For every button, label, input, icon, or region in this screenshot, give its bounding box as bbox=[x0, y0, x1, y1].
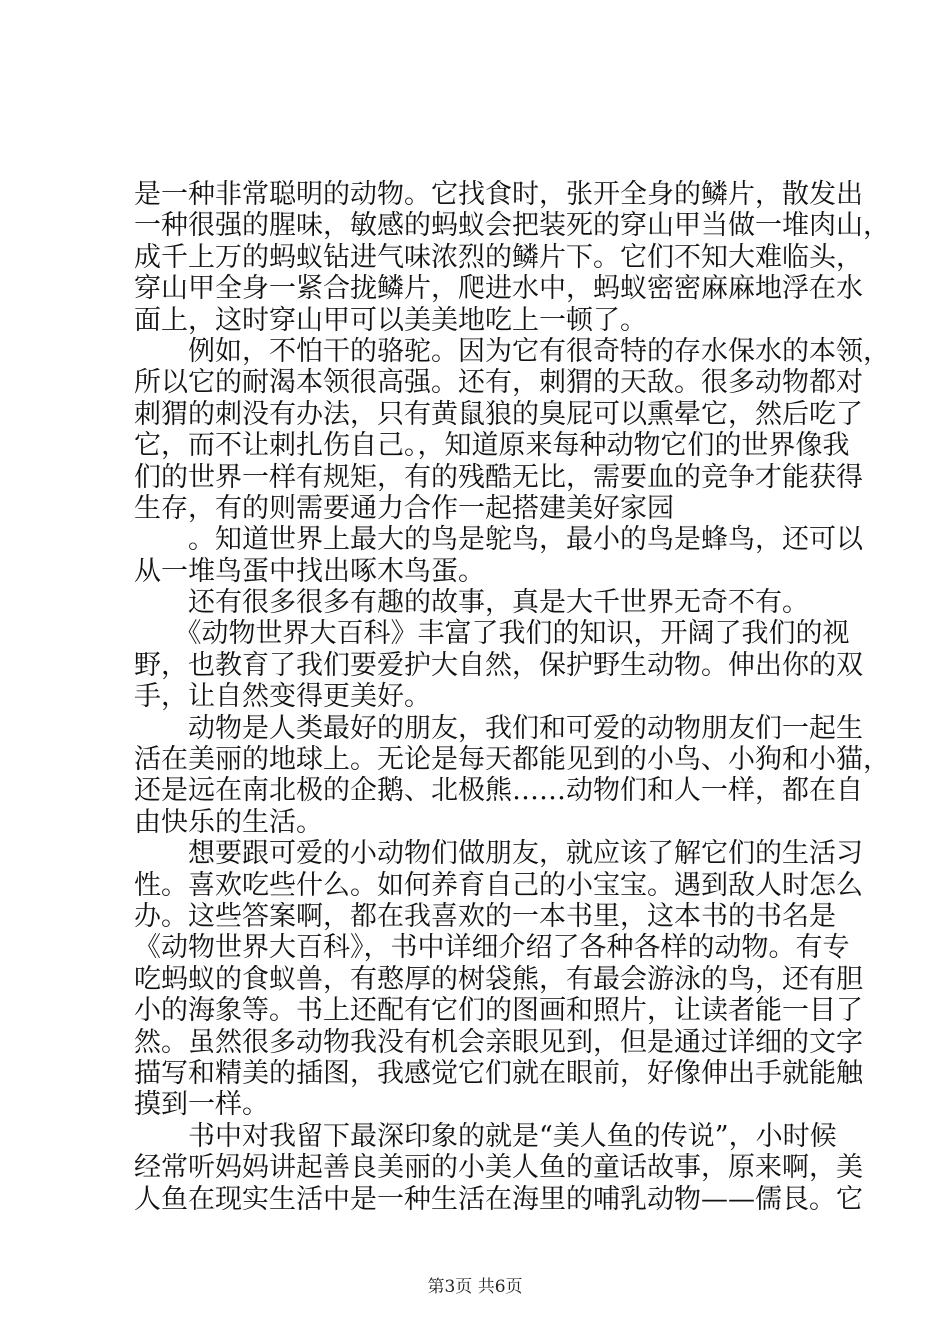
text-line: 还是远在南北极的企鹅、北极熊……动物们和人一样，都在自 bbox=[134, 775, 863, 807]
text-line: 吃蚂蚁的食蚁兽，有憨厚的树袋熊，有最会游泳的鸟，还有胆 bbox=[134, 963, 863, 995]
text-line: 动物是人类最好的朋友，我们和可爱的动物朋友们一起生 bbox=[134, 712, 863, 744]
body-text bbox=[134, 179, 890, 1215]
text-line: 生存，有的则需要通力合作一起搭建美好家园 bbox=[134, 492, 674, 524]
text-line: 手，让自然变得更美好。 bbox=[134, 681, 431, 713]
page-footer: 第3页 共6页 bbox=[427, 1277, 523, 1297]
text-line: 办。这些答案啊，都在我喜欢的一本书里，这本书的书名是 bbox=[134, 900, 836, 932]
text-line: 摸到一样。 bbox=[134, 1089, 269, 1121]
text-line: 性。喜欢吃些什么。如何养育自己的小宝宝。遇到敌人时怎么 bbox=[134, 869, 863, 901]
text-line: 从一堆鸟蛋中找出啄木鸟蛋。 bbox=[134, 555, 485, 587]
text-line: 小的海象等。书上还配有它们的图画和照片，让读者能一目了 bbox=[134, 995, 863, 1027]
text-line: 《动物世界大百科》，书中详细介绍了各种各样的动物。有专 bbox=[134, 932, 850, 964]
text-line: 它，而不让刺扎伤自己。，知道原来每种动物它们的世界像我 bbox=[134, 430, 850, 462]
text-line: 例如，不怕干的骆驼。因为它有很奇特的存水保水的本领， bbox=[134, 335, 890, 367]
text-line: 所以它的耐渴本领很高强。还有，刺猬的天敌。很多动物都对 bbox=[134, 367, 863, 399]
text-line: 刺猬的刺没有办法，只有黄鼠狼的臭屁可以熏晕它，然后吃了 bbox=[134, 398, 863, 430]
text-line: 想要跟可爱的小动物们做朋友，就应该了解它们的生活习 bbox=[134, 838, 863, 870]
text-line: 还有很多很多有趣的故事，真是大千世界无奇不有。 bbox=[134, 587, 809, 619]
text-line: 人鱼在现实生活中是一种生活在海里的哺乳动物——儒艮。它 bbox=[134, 1183, 863, 1215]
text-line: 然。虽然很多动物我没有机会亲眼见到，但是通过详细的文字 bbox=[134, 1026, 863, 1058]
text-line: 面上，这时穿山甲可以美美地吃上一顿了。 bbox=[134, 304, 647, 336]
text-line: 野，也教育了我们要爱护大自然，保护野生动物。伸出你的双 bbox=[134, 649, 863, 681]
text-line: 《动物世界大百科》丰富了我们的知识，开阔了我们的视 bbox=[134, 618, 850, 650]
text-line: 书中对我留下最深印象的就是“美人鱼的传说”，小时候 bbox=[134, 1120, 837, 1152]
text-line: 成千上万的蚂蚁钻进气味浓烈的鳞片下。它们不知大难临头， bbox=[134, 241, 863, 273]
text-line: 一种很强的腥味，敏感的蚂蚁会把装死的穿山甲当做一堆肉山， bbox=[134, 210, 890, 242]
text-line: 经常听妈妈讲起善良美丽的小美人鱼的童话故事，原来啊，美 bbox=[134, 1152, 863, 1184]
text-line: 。知道世界上最大的鸟是鸵鸟，最小的鸟是蜂鸟，还可以 bbox=[134, 524, 863, 556]
text-line: 是一种非常聪明的动物。它找食时，张开全身的鳞片，散发出 bbox=[134, 179, 863, 210]
text-line: 们的世界一样有规矩，有的残酷无比，需要血的竞争才能获得 bbox=[134, 461, 863, 493]
text-line: 穿山甲全身一紧合拢鳞片，爬进水中，蚂蚁密密麻麻地浮在水 bbox=[134, 273, 863, 305]
text-line: 活在美丽的地球上。无论是每天都能见到的小鸟、小狗和小猫， bbox=[134, 744, 890, 776]
text-line: 由快乐的生活。 bbox=[134, 806, 323, 838]
text-line: 描写和精美的插图，我感觉它们就在眼前，好像伸出手就能触 bbox=[134, 1057, 863, 1089]
